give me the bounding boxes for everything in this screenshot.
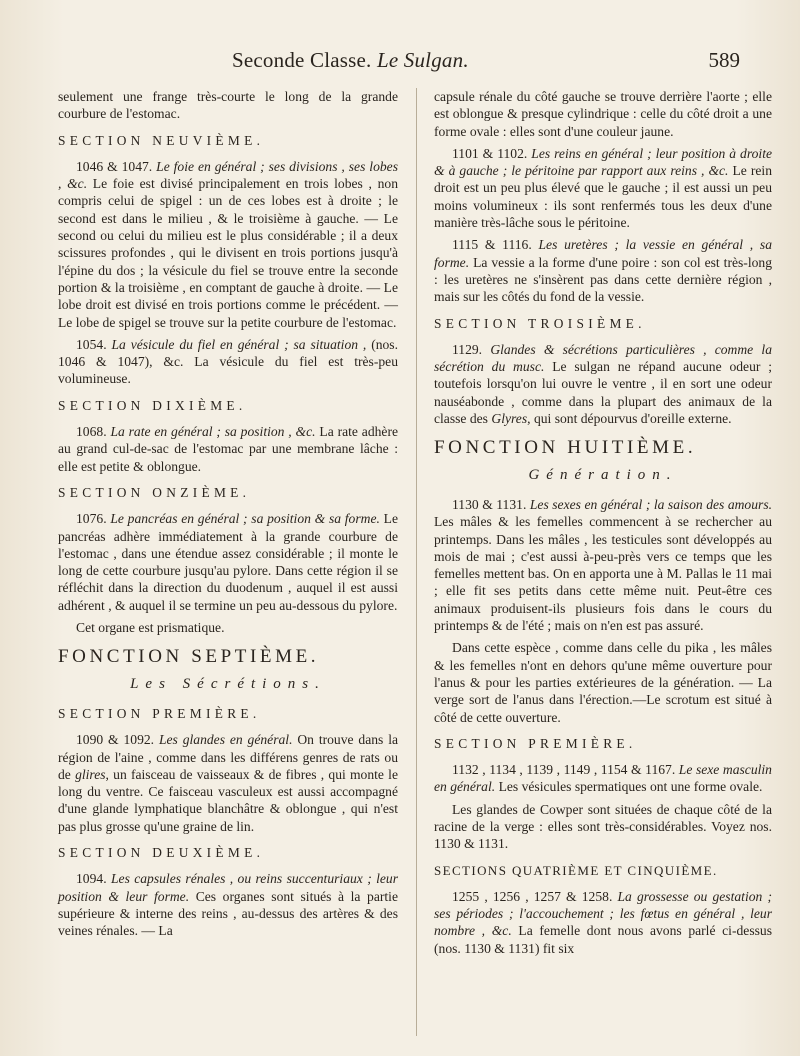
section-heading: SECTION DIXIÈME. [58, 397, 247, 413]
article-title: Le sexe masculin en général. [434, 762, 772, 795]
article-number: 1115 & 1116. [452, 237, 532, 253]
article-number: 1054. [76, 336, 107, 352]
subheading: Les Sécrétions. [130, 675, 326, 692]
article-title: La vésicule du fiel en général ; sa situation , [111, 336, 367, 352]
paragraph: Dans cette espèce , comme dans celle du pika , les mâles & les femelles n'ont en dehors qu'une même ouverture pour l'anus & pour les parties extérieures de la génération. — La verge sort de l'anus dans l'érection.—Le scrotum est situé à côté de cette ouverture. [434, 640, 772, 725]
paragraph: capsule rénale du côté gauche se trouve derrière l'aorte ; elle est oblongue & presque cylindrique : celle du côté droit a une forme ovale : elles sont d'une couleur jaune. [434, 89, 772, 139]
section-heading: SECTION ONZIÈME. [58, 484, 251, 500]
article-text: Le foie est divisé principalement en trois lobes , non compris celui de spigel : un de ces lobes est à droite ; le second est dans le milieu , & le troisième à gauche. — Le second ou celui du milieu est le plus considérable ; il a deux scissures profondes , qui le divisent en trois portions jusqu'à l'épine du dos ; la vésicule du fiel se trouve entre la seconde portion & la troisième , en comptant de gauche à droite. — Le lobe droit est divisé en trois portions comme le précédent. — Le lobe de spigel se trouve sur la petite courbure de l'estomac. [58, 176, 398, 330]
article-text: La vessie a la forme d'une poire : son col est très-long : les uretères ne s'insèrent pas dans cette dernière région , mais sur les côtés du fond de la vessie. [434, 254, 772, 305]
article-number: 1068. [76, 424, 107, 440]
article-number: 1101 & 1102. [452, 145, 528, 161]
article-title: Les sexes en général ; la saison des amours. [529, 496, 773, 512]
article-text: Le rein droit est un peu plus élevé que le gauche ; il est aussi un peu moins volumineux : ils sont renfermés tous les deux d'une manière très-lâche sous le péritoine. [434, 163, 772, 231]
article-number: 1090 & 1092. [76, 732, 155, 748]
fonction-heading: FONCTION HUITIÈME. [434, 437, 697, 459]
article-title: Glandes & sécrétions particulières , comme la sécrétion du musc. [434, 341, 772, 375]
running-head-animal: Le Sulgan. [376, 48, 469, 72]
paragraph: seulement une frange très-courte le long de la grande courbure de l'estomac. [58, 89, 398, 122]
article-text: On trouve dans la région de l'aine , comme dans les différens genres de rats ou de [58, 732, 399, 782]
section-heading: SECTION DEUXIÈME. [58, 844, 265, 860]
article-number: 1046 & 1047. [76, 158, 153, 174]
paragraph [434, 761, 772, 796]
paragraph [58, 870, 398, 939]
article-title: Les uretères ; la vessie en général , sa forme. [434, 237, 772, 270]
article-number: 1129. [452, 341, 483, 357]
article-title: La grossesse ou gestation ; ses périodes ; l'accouchement ; les fœtus en général , leur nombre , &c. [434, 888, 772, 939]
page-number: 589 [708, 48, 740, 72]
article-title: Le foie en général ; ses divisions , ses lobes , &c. [58, 158, 398, 192]
paragraph: Cet organe est prismatique. [76, 620, 225, 636]
article-text: La femelle dont nous avons parlé ci-dessus (nos. 1130 & 1131) fit six [434, 923, 772, 956]
term-glires: glires [75, 766, 106, 782]
article-text: Les mâles & les femelles commencent à se rechercher au printemps. Dans les mâles , les testicules sont développés au mois de mai ; c'est aussi à-peu-près vers ce temps que les femelles mettent bas. On en apporta une à M. Pallas le 11 mai ; elle fit ses petits dans cette même nuit. Peut-être ces animaux produisent-ils plusieurs fois dans le cours du printemps & de l'été ; mais on n'en est pas assuré. [434, 514, 772, 634]
paragraph [434, 496, 772, 634]
column-divider [416, 88, 417, 1036]
section-heading: SECTION PREMIÈRE. [434, 735, 637, 751]
page-header [0, 48, 800, 78]
fonction-heading: FONCTION SEPTIÈME. [58, 646, 320, 668]
paragraph [58, 731, 398, 835]
article-number: 1130 & 1131. [452, 496, 527, 512]
article-number: 1094. [76, 871, 107, 887]
article-title: Les reins en général ; leur position à droite & à gauche ; le péritoine par rapport aux reins , &c. [434, 145, 772, 179]
running-head [232, 48, 469, 73]
section-heading: SECTIONS QUATRIÈME ET CINQUIÈME. [434, 862, 718, 878]
running-head-class: Seconde Classe. [232, 48, 372, 72]
paragraph [58, 510, 398, 614]
section-heading: SECTION TROISIÈME. [434, 315, 646, 331]
article-text: Le sulgan ne répand aucune odeur ; toutefois lorsqu'on lui ouvre le ventre , il en sort une odeur nauséabonde , comme dans la plupart des animaux de la classe des [434, 359, 772, 427]
paragraph [58, 423, 398, 475]
paragraph [434, 888, 772, 957]
section-heading: SECTION NEUVIÈME. [58, 132, 265, 148]
article-number: 1076. [76, 511, 107, 527]
paragraph [58, 336, 398, 388]
article-text: La rate adhère au grand cul-de-sac de l'estomac par une membrane lâche : elle est petite & oblongue. [58, 424, 399, 474]
article-text: , qui sont dépourvus d'oreille externe. [527, 411, 732, 427]
paragraph: Les glandes de Cowper sont situées de chaque côté de la racine de la verge : elles sont très-considérables. Voyez nos. 1130 & 1131. [434, 801, 772, 852]
article-text: (nos. 1046 & 1047), &c. La vésicule du fiel est très-peu volumineuse. [58, 336, 398, 387]
article-number: 1255 , 1256 , 1257 & 1258. [452, 888, 613, 904]
article-title: Le pancréas en général ; sa position & sa forme. [110, 511, 380, 527]
paragraph [434, 236, 772, 305]
article-number: 1132 , 1134 , 1139 , 1149 , 1154 & 1167. [452, 762, 676, 778]
paragraph [58, 158, 398, 331]
article-text: Ces organes sont situés à la partie supérieure & interne des reins , au-dessus des artères & des veines rénales. — La [58, 888, 398, 939]
paragraph [434, 341, 772, 427]
article-title: Les glandes en général. [158, 732, 293, 748]
term-glyres: Glyres [491, 411, 528, 427]
right-column [434, 88, 772, 962]
article-text: Le pancréas adhère immédiatement à la grande courbure de l'estomac , dans une étendue assez considérable ; il monte le long de cette courbure jusqu'au pylore. Dans cette région il se réfléchit dans la direction du duodenum , auquel il est aussi adhérent , & auquel il se termine un peu au-dessous du pylore. [58, 511, 398, 613]
section-heading: SECTION PREMIÈRE. [58, 705, 261, 721]
article-text: Les vésicules spermatiques ont une forme ovale. [498, 779, 763, 795]
article-title: Les capsules rénales , ou reins succenturiaux ; leur position & leur forme. [58, 871, 398, 904]
article-text: , un faisceau de vaisseaux & de fibres , qui monte le long du ventre. Ce faisceau vasculeux est aussi accompagné d'une glande lymphatique blanchâtre & oblongue , qui n'est pas plus grosse qu'une graine de lin. [58, 766, 398, 834]
subheading: Génération. [528, 466, 678, 483]
article-title: La rate en général ; sa position , &c. [110, 424, 316, 440]
paragraph [434, 145, 772, 231]
left-column [58, 88, 398, 944]
